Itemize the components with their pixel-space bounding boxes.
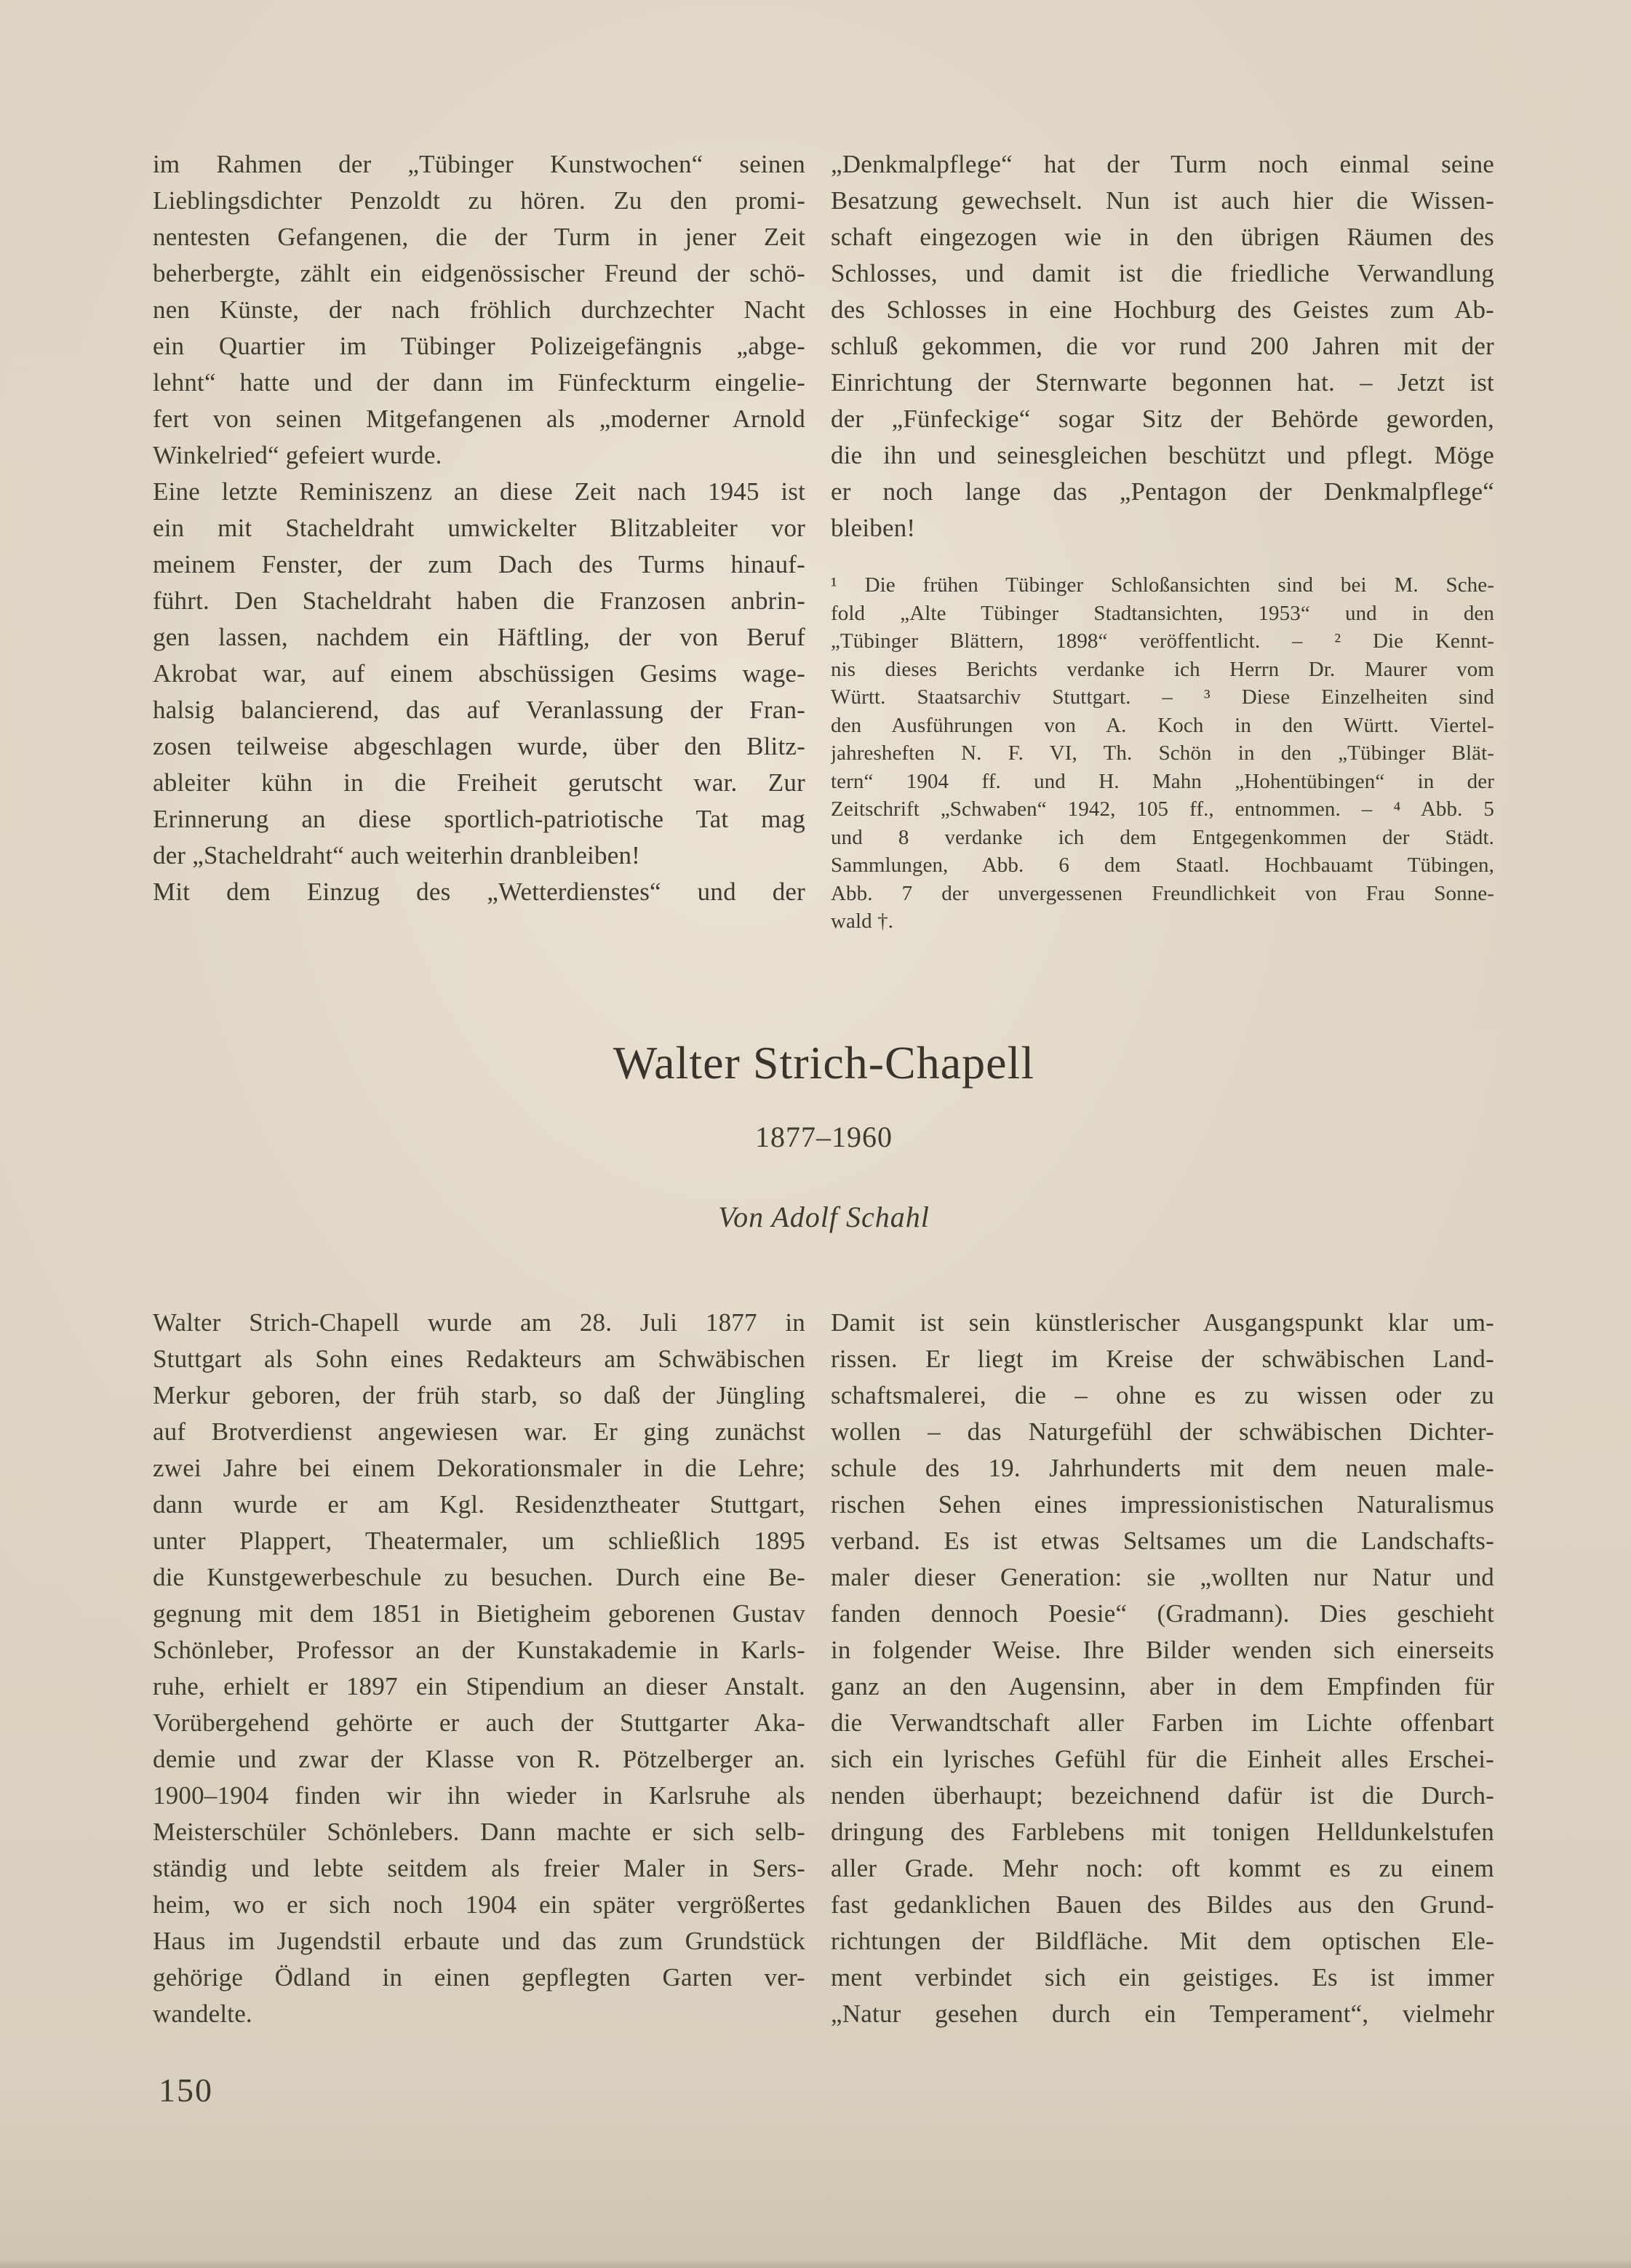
text-line: ¹ Die frühen Tübinger Schloßansichten sind bei M. Sche-: [831, 573, 1494, 597]
text-line: fanden dennoch Poesie“ (Gradmann). Dies geschieht: [831, 1599, 1494, 1628]
text-line: die ihn und seinesgleichen beschützt und pflegt. Möge: [831, 441, 1494, 469]
text-line: ableiter kühn in die Freiheit gerutscht war. Zur: [153, 768, 805, 797]
footnotes-block: [831, 571, 1494, 936]
article-title: Walter Strich-Chapell: [613, 1037, 1035, 1089]
text-line: aller Grade. Mehr noch: oft kommt es zu einem: [831, 1854, 1494, 1882]
bottom-left-text-column: [153, 1305, 805, 2032]
text-line: verband. Es ist etwas Seltsames um die Landschafts-: [831, 1527, 1494, 1555]
text-line: auf Brotverdienst angewiesen war. Er ging zunächst: [153, 1417, 805, 1446]
text-line: wandelte.: [153, 2000, 252, 2028]
text-line: bleiben!: [831, 514, 916, 542]
text-line: und 8 verdanke ich dem Entgegenkommen der Städt.: [831, 825, 1494, 849]
article-life-dates: 1877–1960: [755, 1121, 893, 1153]
text-line: gehörige Ödland in einen gepflegten Garten ver-: [153, 1963, 805, 1992]
text-line: Stuttgart als Sohn eines Redakteurs am Schwäbischen: [153, 1345, 805, 1373]
text-line: lehnt“ hatte und der dann im Fünfeckturm eingelie-: [153, 368, 805, 397]
text-line: gegnung mit dem 1851 in Bietigheim geborenen Gustav: [153, 1599, 805, 1628]
text-line: tern“ 1904 ff. und H. Mahn „Hohentübingen“ in der: [831, 769, 1494, 793]
text-line: Eine letzte Reminiszenz an diese Zeit nach 1945 ist: [153, 477, 805, 506]
text-line: Walter Strich-Chapell wurde am 28. Juli 1877 in: [153, 1308, 805, 1337]
text-line: ment verbindet sich ein geistiges. Es ist immer: [831, 1963, 1494, 1992]
text-line: schule des 19. Jahrhunderts mit dem neuen male-: [831, 1454, 1494, 1482]
text-line: fold „Alte Tübinger Stadtansichten, 1953“ und in den: [831, 601, 1494, 625]
text-line: ein Quartier im Tübinger Polizeigefängnis „abge-: [153, 332, 805, 360]
text-line: maler dieser Generation: sie „wollten nur Natur und: [831, 1563, 1494, 1591]
paragraph: [153, 474, 805, 874]
text-line: fast gedanklichen Bauen des Bildes aus den Grund-: [831, 1890, 1494, 1919]
text-line: Erinnerung an diese sportlich-patriotische Tat mag: [153, 805, 805, 833]
text-line: die Kunstgewerbeschule zu besuchen. Durch eine Be-: [153, 1563, 805, 1591]
text-line: des Schlosses in eine Hochburg des Geistes zum Ab-: [831, 295, 1494, 324]
text-line: ganz an den Augensinn, aber in dem Empfinden für: [831, 1672, 1494, 1700]
top-right-text-column: [831, 146, 1494, 546]
text-line: gen lassen, nachdem ein Häftling, der von Beruf: [153, 623, 805, 651]
text-line: Zeitschrift „Schwaben“ 1942, 105 ff., entnommen. – ⁴ Abb. 5: [831, 797, 1494, 821]
text-line: Abb. 7 der unvergessenen Freundlichkeit von Frau Sonne-: [831, 881, 1494, 905]
article-byline: Von Adolf Schahl: [718, 1201, 930, 1233]
paragraph: [831, 146, 1494, 546]
text-line: Mit dem Einzug des „Wetterdienstes“ und der: [153, 878, 805, 906]
text-line: der „Stacheldraht“ auch weiterhin dranbleiben!: [153, 841, 640, 870]
text-line: beherbergte, zählt ein eidgenössischer Freund der schö-: [153, 259, 805, 287]
text-line: unter Plappert, Theatermaler, um schließlich 1895: [153, 1527, 805, 1555]
text-line: den Ausführungen von A. Koch in den Württ. Viertel-: [831, 713, 1494, 737]
text-line: heim, wo er sich noch 1904 ein später vergrößertes: [153, 1890, 805, 1919]
text-line: zosen teilweise abgeschlagen wurde, über den Blitz-: [153, 732, 805, 760]
text-line: fert von seinen Mitgefangenen als „moderner Arnold: [153, 405, 805, 433]
text-line: im Rahmen der „Tübinger Kunstwochen“ seinen: [153, 150, 805, 178]
paragraph: [831, 1305, 1494, 2032]
text-line: 1900–1904 finden wir ihn wieder in Karlsruhe als: [153, 1781, 805, 1810]
text-line: Sammlungen, Abb. 6 dem Staatl. Hochbauamt Tübingen,: [831, 854, 1494, 877]
top-left-text-column: [153, 146, 805, 910]
text-line: ein mit Stacheldraht umwickelter Blitzableiter vor: [153, 514, 805, 542]
text-line: meinem Fenster, der zum Dach des Turms hinauf-: [153, 550, 805, 578]
text-line: ständig und lebte seitdem als freier Maler in Sers-: [153, 1854, 805, 1882]
article-title-block: [153, 1037, 1495, 1233]
bottom-right-text-column: [831, 1305, 1494, 2032]
text-line: ruhe, erhielt er 1897 ein Stipendium an dieser Anstalt.: [153, 1672, 805, 1700]
text-line: nis dieses Berichts verdanke ich Herrn Dr. Maurer vom: [831, 657, 1494, 681]
text-line: er noch lange das „Pentagon der Denkmalpflege“: [831, 477, 1494, 506]
text-line: Vorübergehend gehörte er auch der Stuttgarter Aka-: [153, 1708, 805, 1737]
text-line: jahresheften N. F. VI, Th. Schön in den „Tübinger Blät-: [831, 741, 1494, 765]
text-line: Württ. Staatsarchiv Stuttgart. – ³ Diese Einzelheiten sind: [831, 685, 1494, 709]
text-line: Haus im Jugendstil erbaute und das zum Grundstück: [153, 1927, 805, 1955]
text-line: rissen. Er liegt im Kreise der schwäbischen Land-: [831, 1345, 1494, 1373]
text-line: führt. Den Stacheldraht haben die Franzosen anbrin-: [153, 586, 805, 615]
text-line: Besatzung gewechselt. Nun ist auch hier die Wissen-: [831, 186, 1494, 215]
text-line: in folgender Weise. Ihre Bilder wenden sich einerseits: [831, 1636, 1494, 1664]
text-line: schaftsmalerei, die – ohne es zu wissen oder zu: [831, 1381, 1494, 1409]
text-line: wollen – das Naturgefühl der schwäbischen Dichter-: [831, 1417, 1494, 1446]
text-line: nentesten Gefangenen, die der Turm in jener Zeit: [153, 223, 805, 251]
text-line: Einrichtung der Sternwarte begonnen hat. – Jetzt ist: [831, 368, 1494, 397]
page-number: 150: [159, 2072, 213, 2109]
text-line: schaft eingezogen wie in den übrigen Räumen des: [831, 223, 1494, 251]
text-line: nen Künste, der nach fröhlich durchzechter Nacht: [153, 295, 805, 324]
text-line: Lieblingsdichter Penzoldt zu hören. Zu den promi-: [153, 186, 805, 215]
text-line: zwei Jahre bei einem Dekorationsmaler in die Lehre;: [153, 1454, 805, 1482]
text-line: Merkur geboren, der früh starb, so daß der Jüngling: [153, 1381, 805, 1409]
text-line: dringung des Farblebens mit tonigen Helldunkelstufen: [831, 1818, 1494, 1846]
text-line: nenden überhaupt; bezeichnend dafür ist die Durch-: [831, 1781, 1494, 1810]
text-line: „Tübinger Blättern, 1898“ veröffentlicht. – ² Die Kennt-: [831, 629, 1494, 653]
text-line: Schlosses, und damit ist die friedliche Verwandlung: [831, 259, 1494, 287]
text-line: der „Fünfeckige“ sogar Sitz der Behörde geworden,: [831, 405, 1494, 433]
text-line: Meisterschüler Schönlebers. Dann machte er sich selb-: [153, 1818, 805, 1846]
text-line: dann wurde er am Kgl. Residenztheater Stuttgart,: [153, 1490, 805, 1519]
text-line: Schönleber, Professor an der Kunstakademie in Karls-: [153, 1636, 805, 1664]
text-line: Winkelried“ gefeiert wurde.: [153, 441, 442, 469]
text-line: Akrobat war, auf einem abschüssigen Gesims wage-: [153, 659, 805, 688]
text-line: schluß gekommen, die vor rund 200 Jahren mit der: [831, 332, 1494, 360]
text-line: rischen Sehen eines impressionistischen Naturalismus: [831, 1490, 1494, 1519]
text-line: Damit ist sein künstlerischer Ausgangspunkt klar um-: [831, 1308, 1494, 1337]
text-line: „Denkmalpflege“ hat der Turm noch einmal seine: [831, 150, 1494, 178]
text-line: „Natur gesehen durch ein Temperament“, vielmehr: [831, 2000, 1494, 2028]
text-line: sich ein lyrisches Gefühl für die Einheit alles Erschei-: [831, 1745, 1494, 1773]
paragraph: [153, 1305, 805, 2032]
paragraph: [153, 874, 805, 910]
text-line: demie und zwar der Klasse von R. Pötzelberger an.: [153, 1745, 805, 1773]
text-line: halsig balancierend, das auf Veranlassung der Fran-: [153, 696, 805, 724]
paragraph: [831, 571, 1494, 936]
text-line: richtungen der Bildfläche. Mit dem optischen Ele-: [831, 1927, 1494, 1955]
paragraph: [153, 146, 805, 474]
text-line: wald †.: [831, 910, 894, 933]
text-line: die Verwandtschaft aller Farben im Lichte offenbart: [831, 1708, 1494, 1737]
